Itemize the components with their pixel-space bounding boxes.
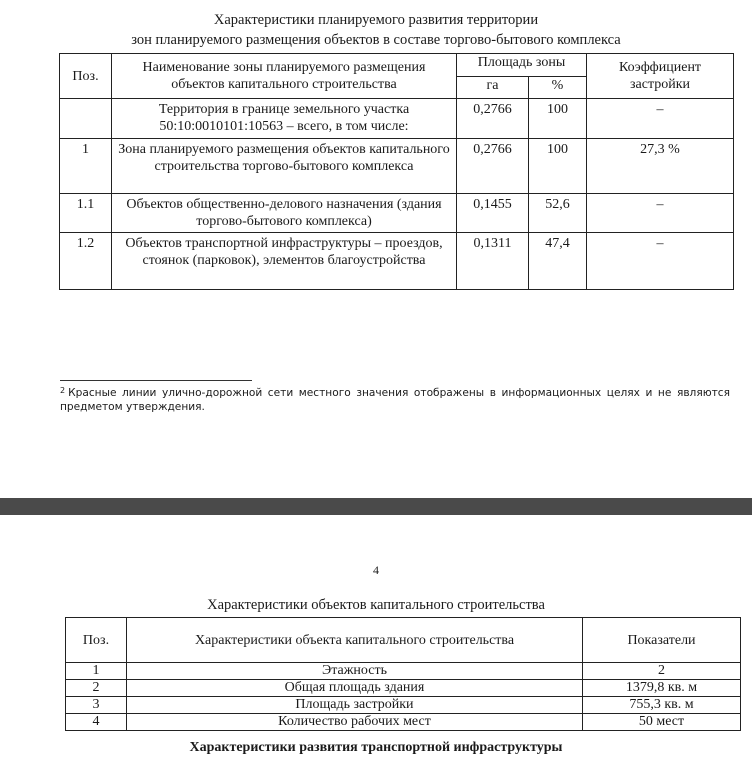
table-row — [60, 99, 734, 139]
objects-cell-name: Общая площадь здания — [127, 680, 583, 697]
footnote — [60, 386, 730, 414]
zones-cell-name: Территория в границе земельного участка 50:10:0010101:10563 – всего, в том числе: — [112, 99, 457, 139]
objects-header-value: Показатели — [583, 618, 741, 663]
zones-cell-coef: 27,3 % — [587, 139, 734, 194]
objects-cell-pos: 1 — [66, 663, 127, 680]
zones-cell-pct: 100 — [529, 139, 587, 194]
zones-header-coef: Коэффициент застройки — [587, 54, 734, 99]
objects-header-characteristic: Характеристики объекта капитального строительства — [127, 618, 583, 663]
table-row — [66, 680, 741, 697]
zones-cell-coef: – — [587, 194, 734, 233]
next-section-heading: Характеристики развития транспортной инфраструктуры — [189, 740, 563, 755]
table1-title-line1: Характеристики планируемого развития территории — [213, 12, 539, 28]
zones-cell-pos — [60, 99, 112, 139]
zones-cell-name: Зона планируемого размещения объектов капитального строительства торгово-бытового комплекса — [112, 139, 457, 194]
zones-cell-pos: 1.1 — [60, 194, 112, 233]
zones-cell-pct: 100 — [529, 99, 587, 139]
zones-header-pos: Поз. — [60, 54, 112, 99]
footnote-text: Красные линии улично-дорожной сети местного значения отображены в информационных целях и не являются предметом утверждения. — [60, 387, 730, 413]
page-number: 4 — [373, 563, 379, 577]
objects-cell-name: Этажность — [127, 663, 583, 680]
zones-cell-pct: 52,6 — [529, 194, 587, 233]
zones-header-area: Площадь зоны — [457, 54, 587, 77]
table-row — [66, 663, 741, 680]
zones-cell-ha: 0,2766 — [457, 99, 529, 139]
page-separator — [0, 498, 752, 515]
objects-cell-value: 755,3 кв. м — [583, 697, 741, 714]
zones-cell-coef: – — [587, 233, 734, 290]
zones-cell-ha: 0,1311 — [457, 233, 529, 290]
objects-cell-name: Площадь застройки — [127, 697, 583, 714]
capital-objects-table — [65, 617, 741, 731]
objects-cell-value: 50 мест — [583, 714, 741, 731]
table-row — [60, 233, 734, 290]
objects-cell-pos: 4 — [66, 714, 127, 731]
table-row — [66, 714, 741, 731]
zones-cell-pct: 47,4 — [529, 233, 587, 290]
zones-cell-ha: 0,1455 — [457, 194, 529, 233]
zones-cell-coef: – — [587, 99, 734, 139]
zones-cell-pos: 1.2 — [60, 233, 112, 290]
zones-cell-pos: 1 — [60, 139, 112, 194]
footnote-mark: 2 — [60, 386, 66, 395]
objects-header-pos: Поз. — [66, 618, 127, 663]
table-row — [60, 139, 734, 194]
zones-cell-ha: 0,2766 — [457, 139, 529, 194]
zones-header-area-pct: % — [529, 77, 587, 99]
footnote-divider — [60, 380, 252, 381]
zones-cell-name: Объектов транспортной инфраструктуры – проездов, стоянок (парковок), элементов благоустройства — [112, 233, 457, 290]
table-row — [60, 194, 734, 233]
table2-title: Характеристики объектов капитального строительства — [207, 597, 545, 613]
objects-cell-pos: 3 — [66, 697, 127, 714]
zones-table — [59, 53, 734, 290]
objects-cell-name: Количество рабочих мест — [127, 714, 583, 731]
objects-cell-pos: 2 — [66, 680, 127, 697]
zones-cell-name: Объектов общественно-делового назначения (здания торгово-бытового комплекса) — [112, 194, 457, 233]
zones-header-area-ha: га — [457, 77, 529, 99]
zones-header-name: Наименование зоны планируемого размещения объектов капитального строительства — [112, 54, 457, 99]
objects-cell-value: 1379,8 кв. м — [583, 680, 741, 697]
table1-title-line2: зон планируемого размещения объектов в составе торгово-бытового комплекса — [131, 32, 621, 48]
table-row — [66, 697, 741, 714]
objects-cell-value: 2 — [583, 663, 741, 680]
